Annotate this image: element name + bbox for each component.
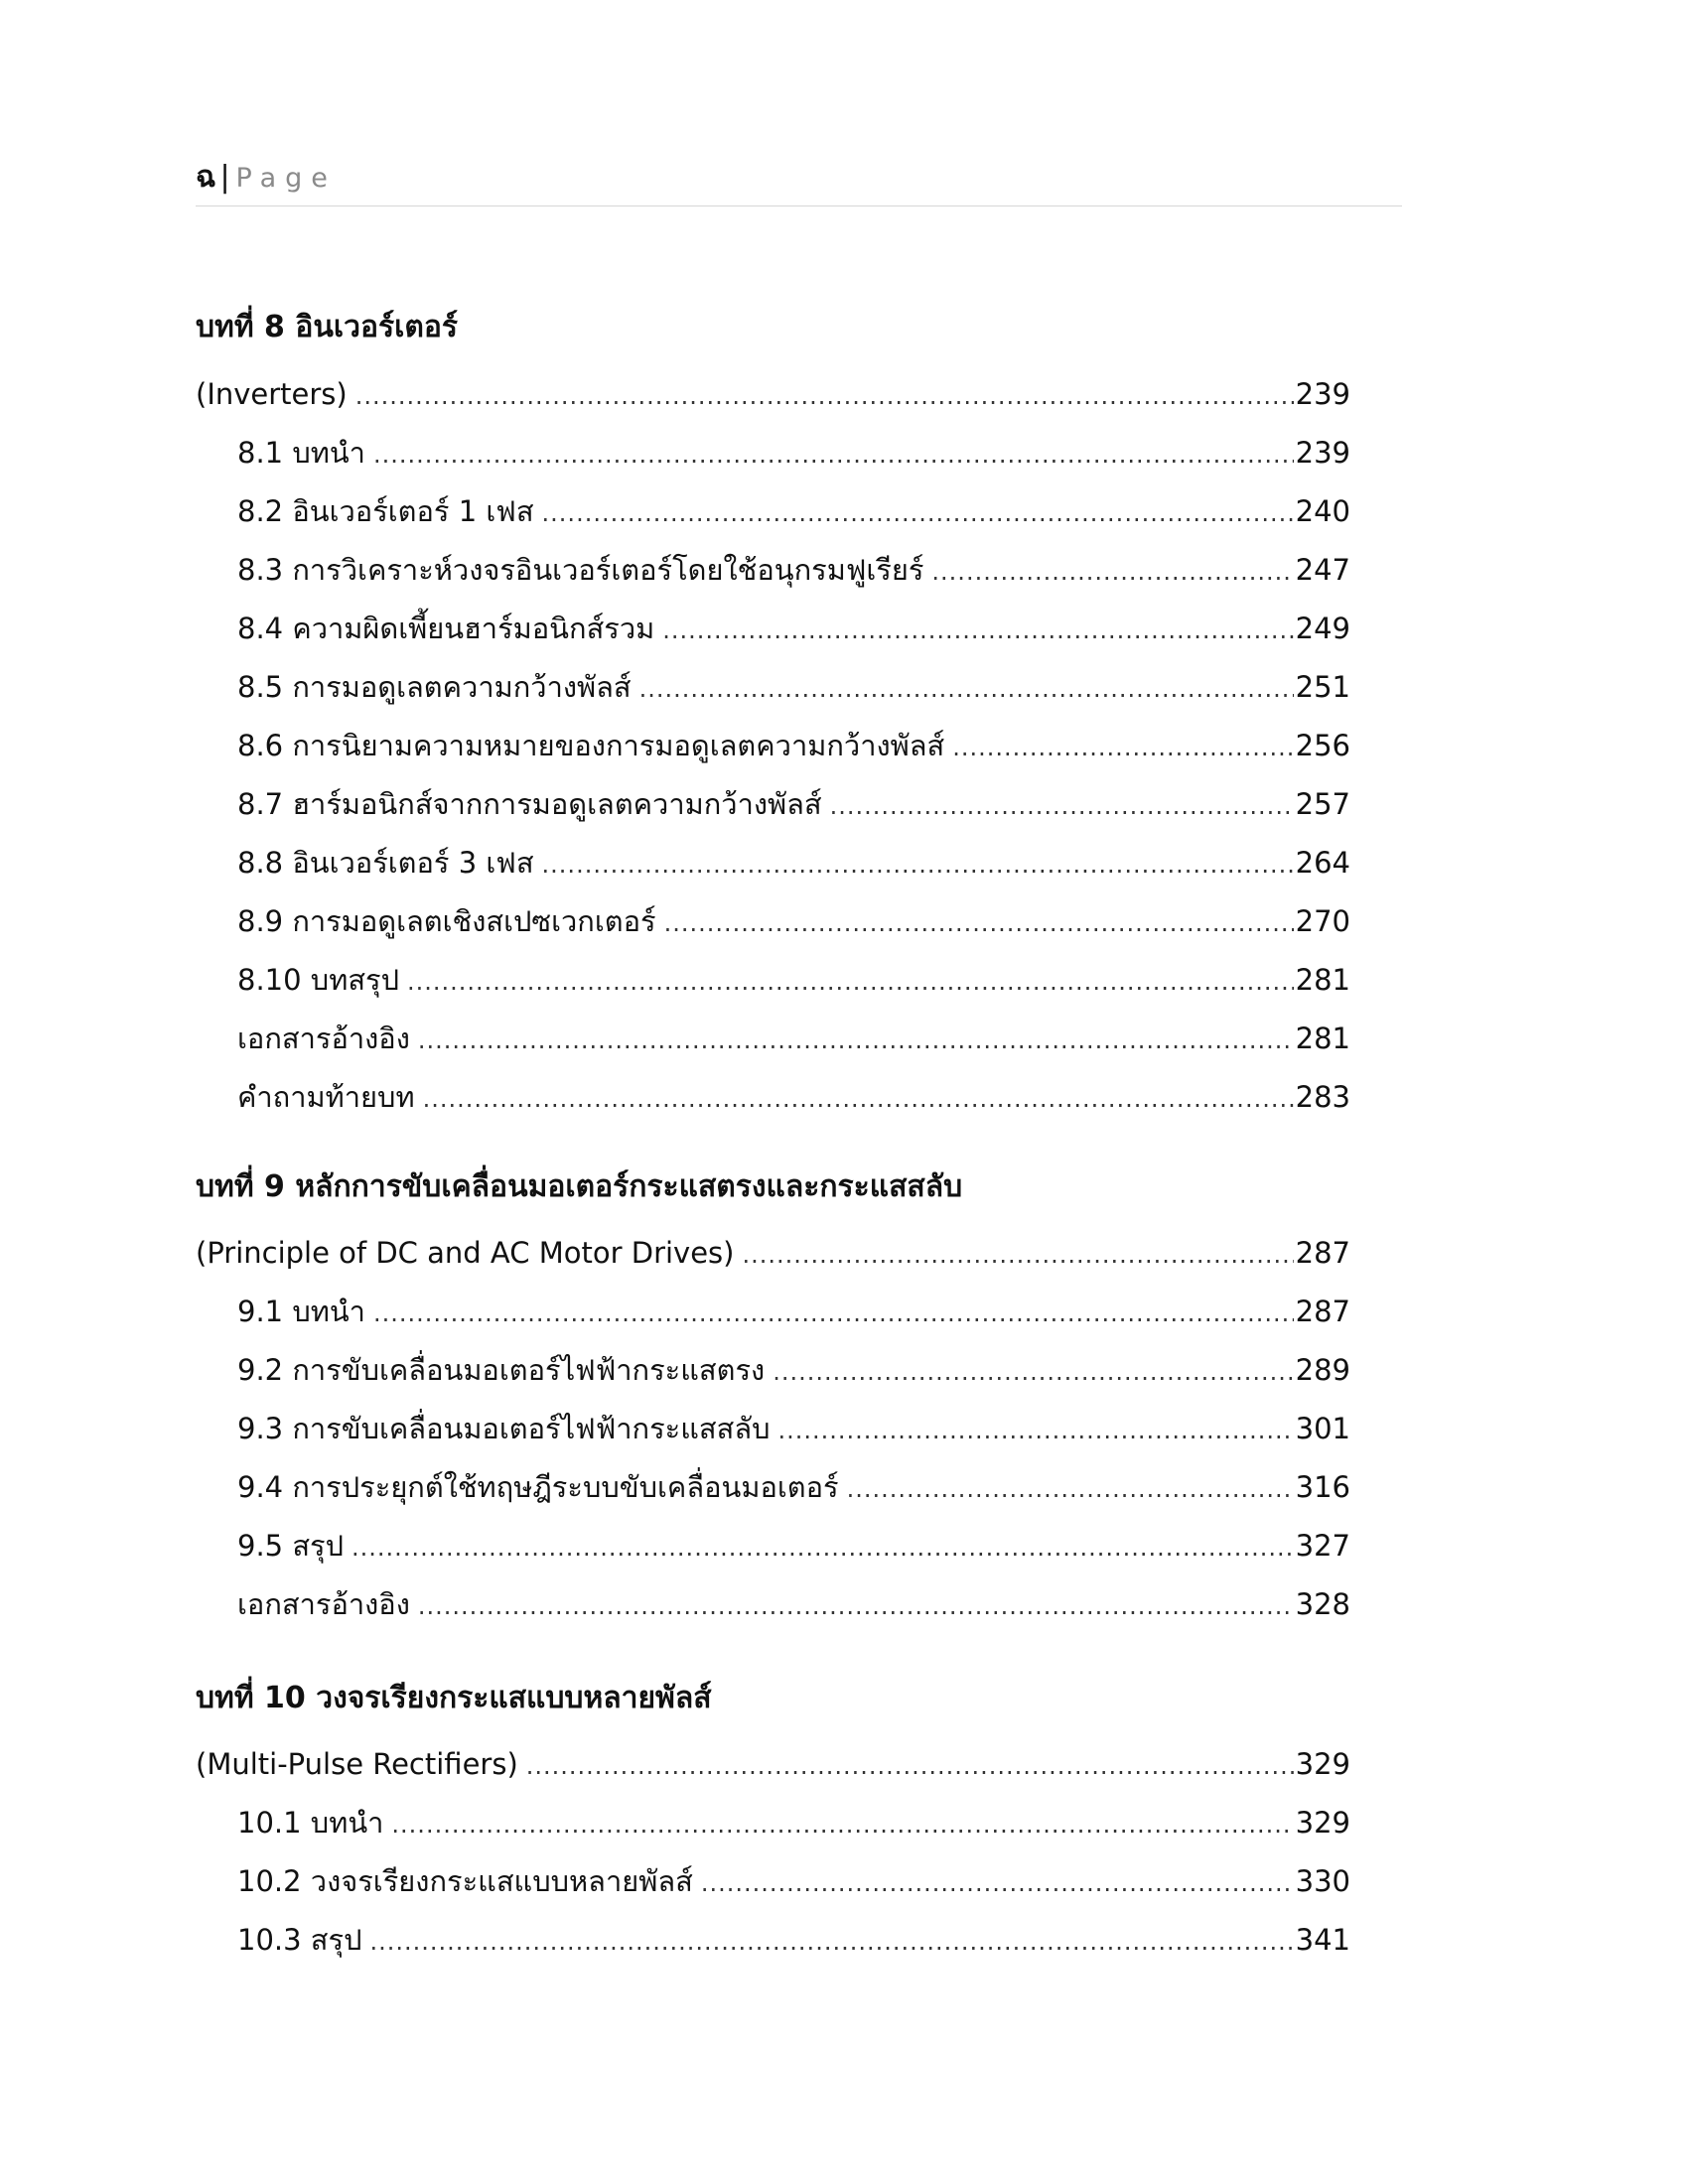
entry-label: 8.3 การวิเคราะห์วงจรอินเวอร์เตอร์โดยใช้อนุกรมฟูเรียร์ <box>237 553 924 587</box>
entry-label: 10.2 วงจรเรียงกระแสแบบหลายพัลส์ <box>237 1864 693 1898</box>
dot-leader <box>931 550 1293 594</box>
toc-entry[interactable] <box>237 1918 1350 1962</box>
dot-leader <box>830 784 1294 828</box>
toc-entry[interactable] <box>237 1801 1350 1844</box>
entry-page-number: 329 <box>1295 1747 1350 1781</box>
dot-leader <box>407 960 1294 1004</box>
entry-label: 10.3 สรุป <box>237 1923 362 1957</box>
entry-page-number: 327 <box>1295 1529 1350 1563</box>
dot-leader <box>418 1584 1294 1628</box>
chapter-subtitle-entry[interactable] <box>196 1742 1350 1786</box>
dot-leader <box>639 667 1294 711</box>
toc-entry[interactable] <box>237 1524 1350 1568</box>
dot-leader <box>701 1861 1294 1905</box>
toc-entry[interactable] <box>237 958 1350 1002</box>
dot-leader <box>352 1526 1294 1570</box>
entry-label: 9.5 สรุป <box>237 1529 345 1563</box>
toc-entry[interactable] <box>237 431 1350 475</box>
entry-page-number: 251 <box>1295 670 1350 704</box>
toc-entry[interactable] <box>237 1348 1350 1392</box>
toc-entry[interactable] <box>237 607 1350 650</box>
chapter-title: บทที่ 8 อินเวอร์เตอร์ <box>196 310 458 344</box>
dot-leader <box>373 1292 1294 1335</box>
entry-label: เอกสารอ้างอิง <box>237 1022 410 1055</box>
entry-page-number: 330 <box>1295 1864 1350 1898</box>
entry-label: 8.4 ความผิดเพี้ยนฮาร์มอนิกส์รวม <box>237 612 655 645</box>
toc-entry[interactable] <box>237 1859 1350 1903</box>
dot-leader <box>542 843 1294 887</box>
toc-entry[interactable] <box>237 1407 1350 1450</box>
chapter-title: บทที่ 9 หลักการขับเคลื่อนมอเตอร์กระแสตรงและกระแสสลับ <box>196 1169 963 1204</box>
entry-label: 9.3 การขับเคลื่อนมอเตอร์ไฟฟ้ากระแสสลับ <box>237 1412 771 1445</box>
toc-entry[interactable] <box>237 724 1350 767</box>
entry-label: (Inverters) <box>196 377 348 411</box>
entry-label: (Multi-Pulse Rectifiers) <box>196 1747 518 1781</box>
entry-page-number: 283 <box>1295 1080 1350 1114</box>
dot-leader <box>662 609 1293 652</box>
dot-leader <box>391 1803 1293 1846</box>
entry-page-number: 256 <box>1295 729 1350 762</box>
dot-leader <box>526 1744 1294 1788</box>
toc-entry[interactable] <box>237 548 1350 592</box>
dot-leader <box>742 1233 1293 1277</box>
chapter-subtitle-entry[interactable] <box>196 372 1350 416</box>
entry-label: 8.9 การมอดูเลตเชิงสเปซเวกเตอร์ <box>237 904 656 938</box>
entry-label: เอกสารอ้างอิง <box>237 1587 410 1621</box>
entry-page-number: 270 <box>1295 904 1350 938</box>
entry-page-number: 287 <box>1295 1295 1350 1328</box>
entry-label: 8.2 อินเวอร์เตอร์ 1 เฟส <box>237 494 534 528</box>
chapter-title: บทที่ 10 วงจรเรียงกระแสแบบหลายพัลส์ <box>196 1681 712 1715</box>
entry-label: 9.2 การขับเคลื่อนมอเตอร์ไฟฟ้ากระแสตรง <box>237 1353 766 1387</box>
entry-page-number: 316 <box>1295 1470 1350 1504</box>
entry-label: 10.1 บทนำ <box>237 1806 384 1840</box>
entry-page-number: 281 <box>1295 1022 1350 1055</box>
dot-leader <box>542 491 1294 535</box>
entry-page-number: 239 <box>1295 436 1350 470</box>
dot-leader <box>369 1920 1293 1964</box>
entry-label: 8.10 บทสรุป <box>237 963 399 997</box>
entry-page-number: 328 <box>1295 1587 1350 1621</box>
entry-page-number: 287 <box>1295 1236 1350 1270</box>
entry-label: (Principle of DC and AC Motor Drives) <box>196 1236 735 1270</box>
entry-label: 8.6 การนิยามความหมายของการมอดูเลตความกว้างพัลส์ <box>237 729 945 762</box>
entry-label: 9.1 บทนำ <box>237 1295 365 1328</box>
entry-page-number: 264 <box>1295 846 1350 880</box>
entry-label: 8.1 บทนำ <box>237 436 365 470</box>
dot-leader <box>952 726 1293 769</box>
entry-page-number: 281 <box>1295 963 1350 997</box>
entry-page-number: 239 <box>1295 377 1350 411</box>
dot-leader <box>418 1019 1294 1062</box>
toc-entry[interactable] <box>237 782 1350 826</box>
dot-leader <box>423 1077 1294 1121</box>
dot-leader <box>778 1409 1294 1452</box>
entry-label: 8.7 ฮาร์มอนิกส์จากการมอดูเลตความกว้างพัลส์ <box>237 787 822 821</box>
toc-entry[interactable] <box>237 841 1350 885</box>
toc-entry[interactable] <box>237 489 1350 533</box>
toc-entry[interactable] <box>237 665 1350 709</box>
entry-page-number: 247 <box>1295 553 1350 587</box>
entry-page-number: 240 <box>1295 494 1350 528</box>
entry-page-number: 329 <box>1295 1806 1350 1840</box>
entry-label: 9.4 การประยุกต์ใช้ทฤษฎีระบบขับเคลื่อนมอเตอร์ <box>237 1470 839 1504</box>
entry-page-number: 289 <box>1295 1353 1350 1387</box>
entry-page-number: 341 <box>1295 1923 1350 1957</box>
toc-entry[interactable] <box>237 1465 1350 1509</box>
entry-label: คำถามท้ายบท <box>237 1080 415 1114</box>
toc-entry[interactable] <box>237 1017 1350 1060</box>
entry-page-number: 301 <box>1295 1412 1350 1445</box>
page-header <box>196 154 1402 206</box>
toc-entry[interactable] <box>237 1075 1350 1119</box>
page-number-letter: ฉ <box>196 160 216 195</box>
page-header-text <box>196 158 337 199</box>
toc-entry[interactable] <box>237 1290 1350 1333</box>
entry-page-number: 249 <box>1295 612 1350 645</box>
entry-label: 8.5 การมอดูเลตความกว้างพัลส์ <box>237 670 632 704</box>
page-word: Page <box>235 163 337 194</box>
entry-page-number: 257 <box>1295 787 1350 821</box>
entry-label: 8.8 อินเวอร์เตอร์ 3 เฟส <box>237 846 534 880</box>
dot-leader <box>664 901 1294 945</box>
dot-leader <box>847 1467 1294 1511</box>
dot-leader <box>373 433 1294 477</box>
toc-entry[interactable] <box>237 899 1350 943</box>
dot-leader <box>355 374 1294 418</box>
chapter-subtitle-entry[interactable] <box>196 1231 1350 1275</box>
dot-leader <box>773 1350 1293 1394</box>
header-separator: | <box>219 160 230 195</box>
toc-entry[interactable] <box>237 1582 1350 1626</box>
